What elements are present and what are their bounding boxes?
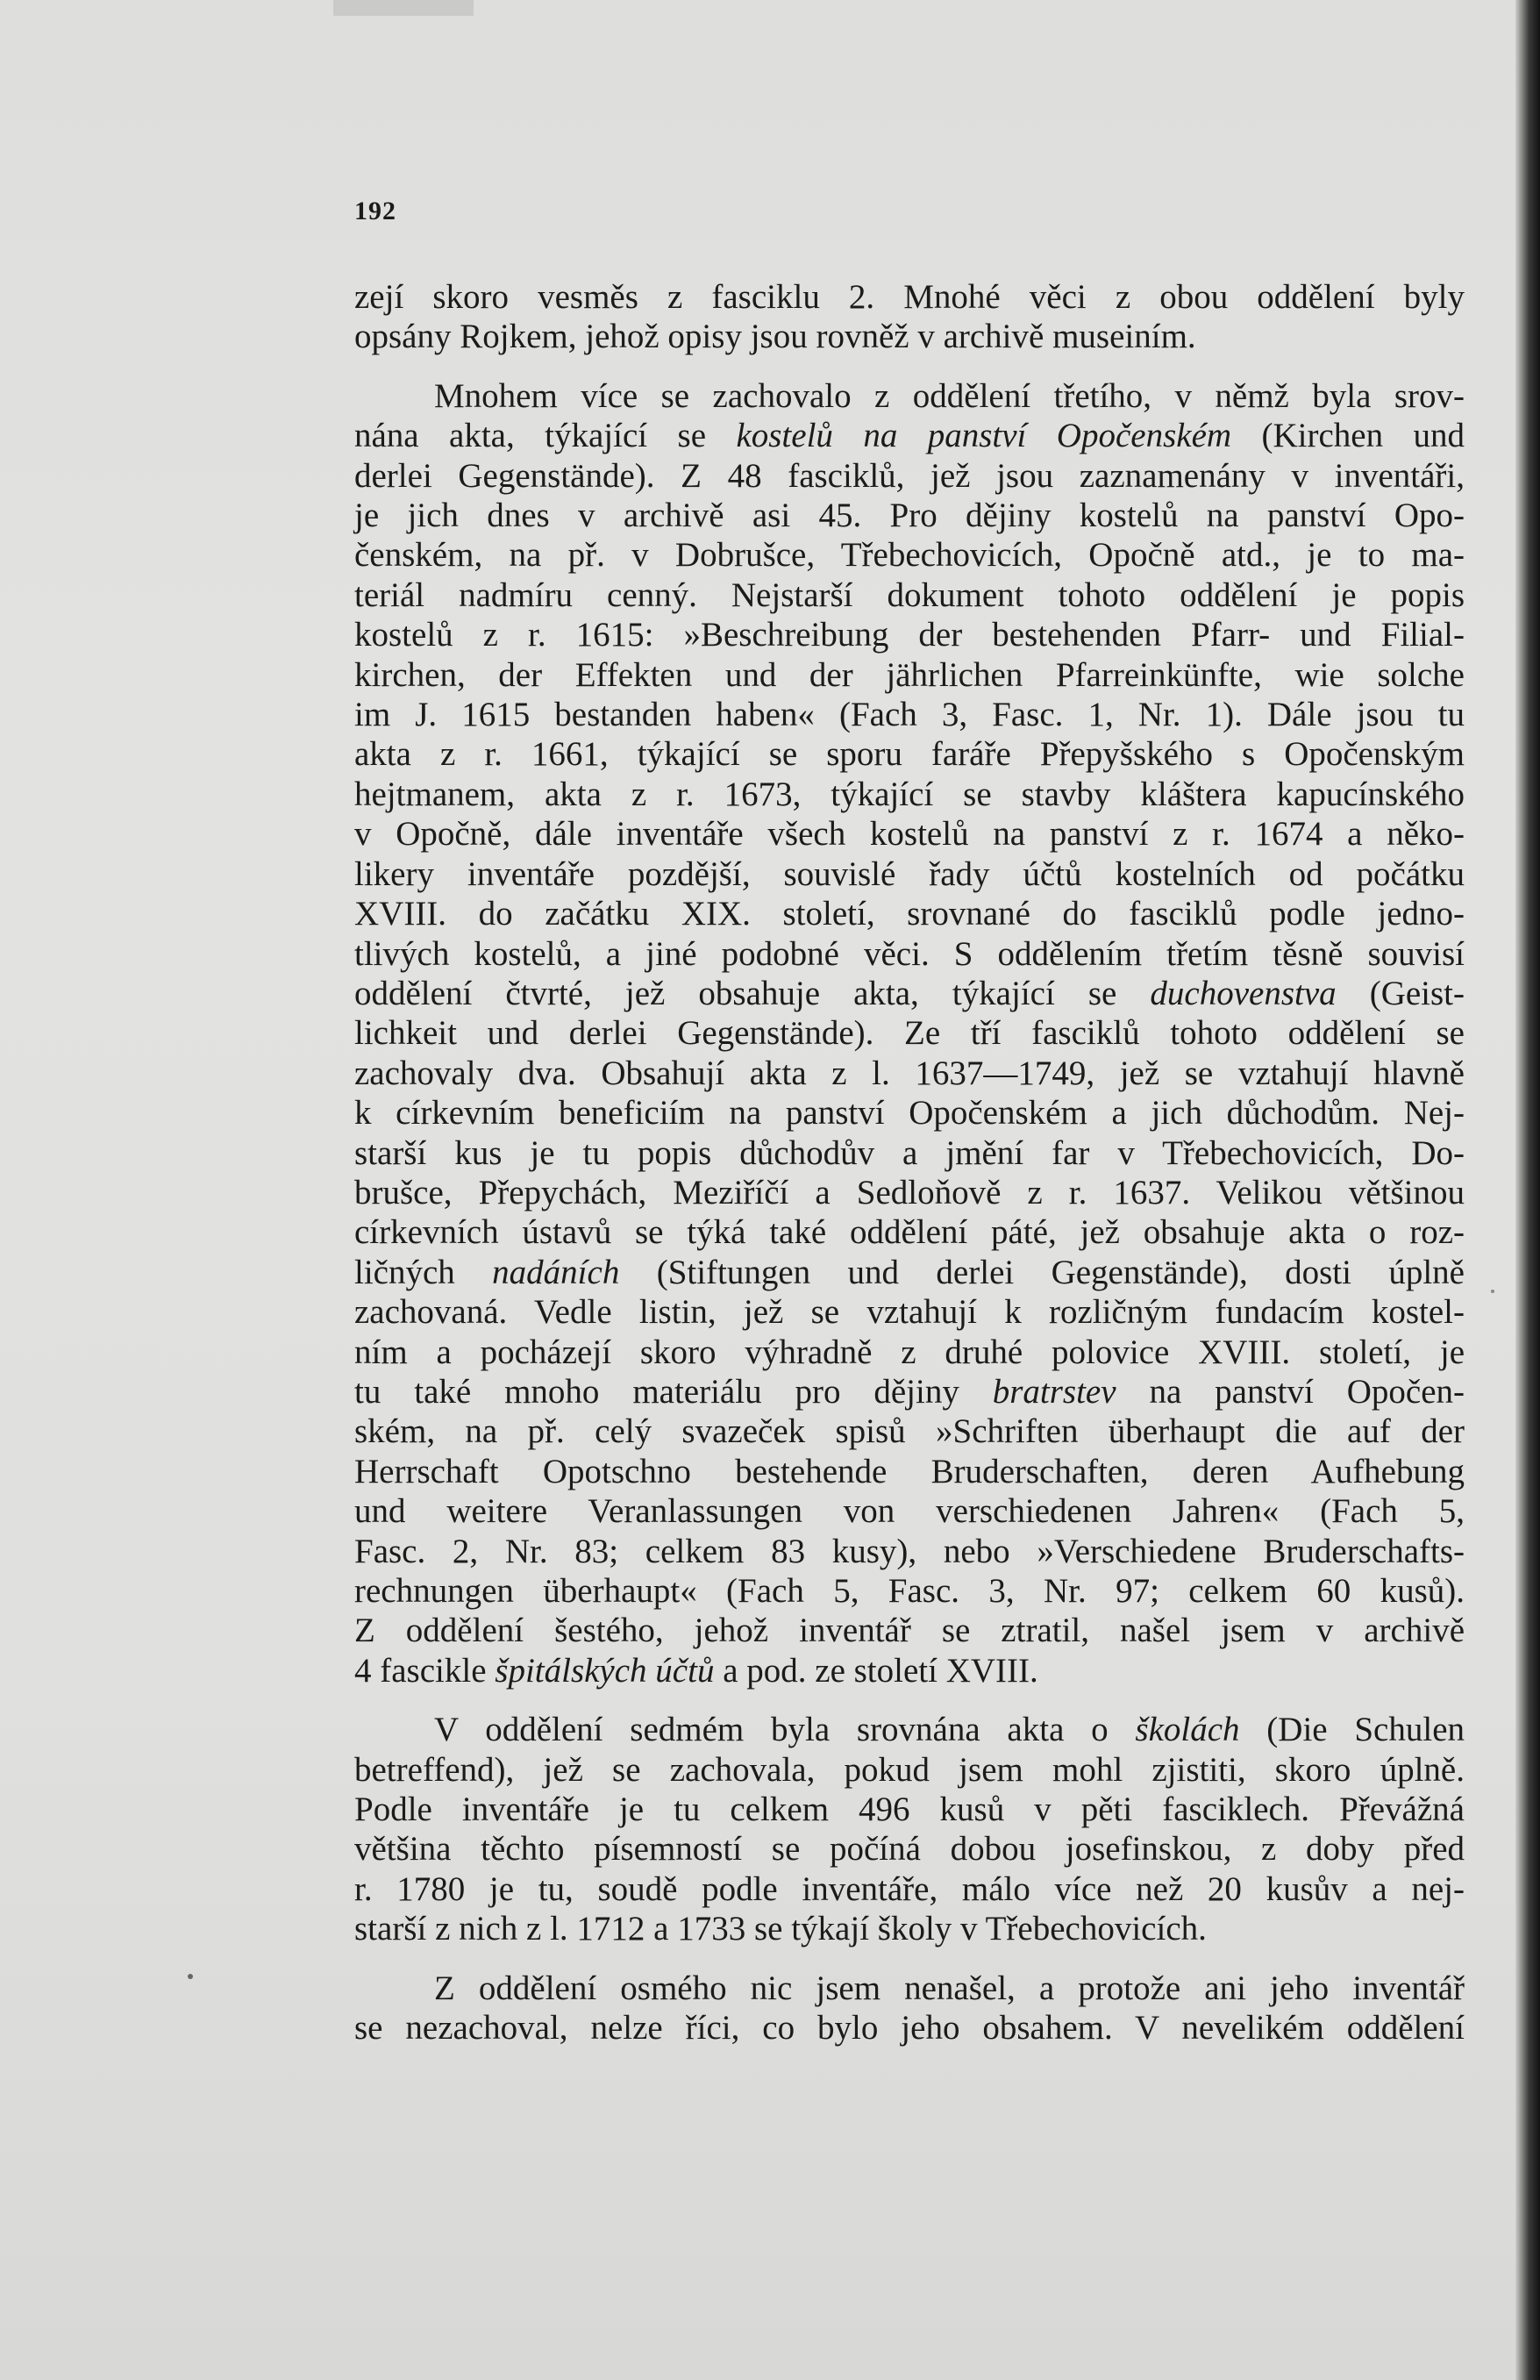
text-line: v Opočně, dále inventáře všech kostelů na panství z r. 1674 a něko-: [354, 815, 1465, 854]
text-line: lichkeit und derlei Gegenstände). Ze tří fasciklů tohoto oddělení se: [354, 1014, 1465, 1053]
text-line: starší z nich z l. 1712 a 1733 se týkají školy v Třebechovicích.: [354, 1910, 1207, 1948]
text-line: oddělení čtvrté, jež obsahuje akta, týkající se duchovenstva (Geist-: [354, 974, 1465, 1012]
emphasis-text: duchovenstva: [1150, 974, 1337, 1012]
text-line: akta z r. 1661, týkající se sporu faráře Přepyšského s Opočenským: [354, 735, 1465, 774]
text-line: opsány Rojkem, jehož opisy jsou rovněž v archivě museiním.: [354, 318, 1196, 356]
text-line: čenském, na př. v Dobrušce, Třebechovicích, Opočně atd., je to ma-: [354, 536, 1465, 575]
text-line: nána akta, týkající se kostelů na panství Opočenském (Kirchen und: [354, 417, 1465, 455]
page-number: 192: [354, 197, 396, 225]
text-line: zachovaly dva. Obsahují akta z l. 1637—1749, jež se vztahují hlavně: [354, 1054, 1465, 1092]
text-line: betreffend), jež se zachovala, pokud jsem mohl zjistiti, skoro úplně.: [354, 1750, 1465, 1789]
text-line: Fasc. 2, Nr. 83; celkem 83 kusy), nebo »Verschiedene Bruderschafts-: [354, 1532, 1465, 1570]
text-line: k církevním beneficiím na panství Opočenském a jich důchodům. Nej-: [354, 1094, 1465, 1133]
text-line: ském, na př. celý svazeček spisů »Schriften überhaupt die auf der: [354, 1412, 1465, 1451]
text-line: likery inventáře pozdější, souvislé řady účtů kostelních od počátku: [354, 854, 1465, 893]
emphasis-text: špitálských účtů: [495, 1651, 715, 1690]
emphasis-text: nadáních: [492, 1253, 620, 1291]
page-binding-edge: [1515, 0, 1540, 2380]
text-line: XVIII. do začátku XIX. století, srovnané do fasciklů podle jedno-: [354, 895, 1465, 933]
text-line: V oddělení sedmém byla srovnána akta o školách (Die Schulen: [434, 1711, 1465, 1749]
emphasis-text: školách: [1135, 1711, 1240, 1749]
text-line: je jich dnes v archivě asi 45. Pro dějiny kostelů na panství Opo-: [354, 497, 1465, 535]
text-line: tlivých kostelů, a jiné podobné věci. S oddělením třetím těsně souvisí: [354, 934, 1465, 973]
text-line: 4 fascikle špitálských účtů a pod. ze století XVIII.: [354, 1651, 1038, 1690]
text-line: Mnohem více se zachovalo z oddělení třetího, v němž byla srov-: [434, 376, 1465, 415]
text-line: Z oddělení šestého, jehož inventář se ztratil, našel jsem v archivě: [354, 1612, 1465, 1650]
text-line: im J. 1615 bestanden haben« (Fach 3, Fasc. 1, Nr. 1). Dále jsou tu: [354, 696, 1465, 734]
text-line: zejí skoro vesměs z fasciklu 2. Mnohé věci z obou oddělení byly: [354, 278, 1465, 316]
text-line: Podle inventáře je tu celkem 496 kusů v pěti fasciklech. Převážná: [354, 1790, 1465, 1829]
text-line: Z oddělení osmého nic jsem nenašel, a protože ani jeho inventář: [434, 1969, 1465, 2007]
body-text: [354, 277, 1465, 2048]
speck-mark: [1491, 1290, 1494, 1293]
speck-mark: [188, 1974, 193, 1979]
text-line: církevních ústavů se týká také oddělení páté, jež obsahuje akta o roz-: [354, 1213, 1465, 1252]
text-line: ličných nadáních (Stiftungen und derlei Gegenstände), dosti úplně: [354, 1253, 1465, 1291]
text-line: derlei Gegenstände). Z 48 fasciklů, jež jsou zaznamenány v inventáři,: [354, 456, 1465, 495]
text-line: teriál nadmíru cenný. Nejstarší dokument tohoto oddělení je popis: [354, 575, 1465, 614]
text-line: hejtmanem, akta z r. 1673, týkající se stavby kláštera kapucínského: [354, 775, 1465, 813]
text-line: kirchen, der Effekten und der jährlichen Pfarreinkünfte, wie solche: [354, 655, 1465, 694]
text-line: zachovaná. Vedle listin, jež se vztahují k rozličným fundacím kostel-: [354, 1293, 1465, 1332]
emphasis-text: bratrstev: [992, 1372, 1116, 1411]
text-line: se nezachoval, nelze říci, co bylo jeho obsahem. V nevelikém oddělení: [354, 2009, 1465, 2048]
text-line: většina těchto písemností se počíná dobou josefinskou, z doby před: [354, 1830, 1465, 1869]
text-line: brušce, Přepychách, Meziříčí a Sedloňově z r. 1637. Velikou většinou: [354, 1173, 1465, 1211]
text-line: r. 1780 je tu, soudě podle inventáře, málo více než 20 kusův a nej-: [354, 1869, 1465, 1908]
text-line: ním a pocházejí skoro výhradně z druhé polovice XVIII. století, je: [354, 1333, 1465, 1371]
text-line: tu také mnoho materiálu pro dějiny bratrstev na panství Opočen-: [354, 1372, 1465, 1411]
text-line: starší kus je tu popis důchodův a jmění far v Třebechovicích, Do-: [354, 1133, 1465, 1172]
text-line: kostelů z r. 1615: »Beschreibung der bestehenden Pfarr- und Filial-: [354, 616, 1465, 654]
page-top-edge: [333, 0, 474, 16]
text-line: und weitere Veranlassungen von verschiedenen Jahren« (Fach 5,: [354, 1492, 1465, 1531]
text-line: Herrschaft Opotschno bestehende Bruderschaften, deren Aufhebung: [354, 1452, 1465, 1490]
text-line: rechnungen überhaupt« (Fach 5, Fasc. 3, Nr. 97; celkem 60 kusů).: [354, 1572, 1465, 1610]
emphasis-text: kostelů na panství Opočenském: [736, 417, 1232, 455]
